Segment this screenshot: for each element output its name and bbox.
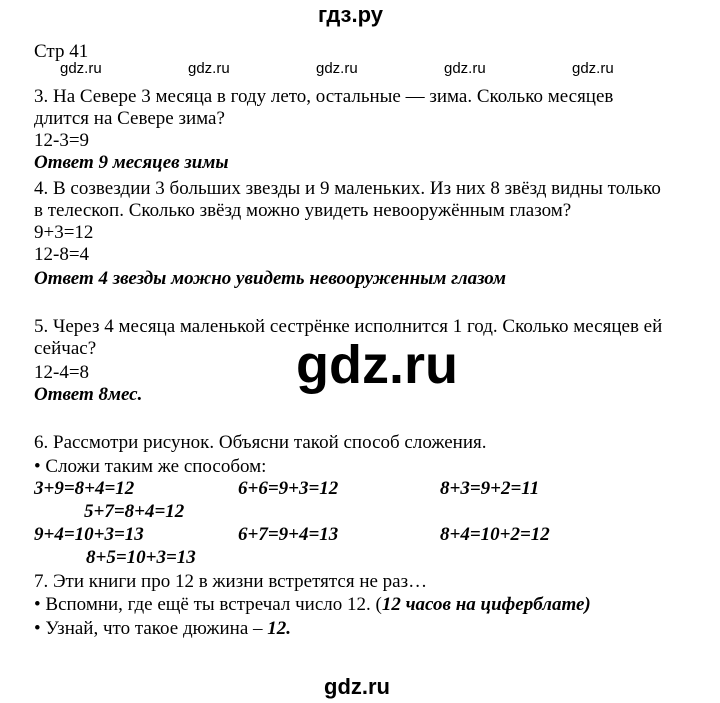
equation: 8+5=10+3=13: [86, 547, 196, 568]
equation: 8+3=9+2=11: [440, 478, 540, 499]
task3-answer: Ответ 9 месяцев зимы: [34, 152, 229, 173]
task6-line1: 6. Рассмотри рисунок. Объясни такой способ сложения.: [34, 432, 487, 453]
watermark-row-item: gdz.ru: [316, 60, 358, 77]
task6-line2: • Сложи таким же способом:: [34, 456, 267, 477]
watermark-row-item: gdz.ru: [60, 60, 102, 77]
task5-line2: сейчас?: [34, 338, 97, 359]
task3-calc: 12-3=9: [34, 130, 90, 151]
watermark-bottom: gdz.ru: [324, 674, 390, 699]
equation: 9+4=10+3=13: [34, 524, 144, 545]
task7-line3-text: • Узнай, что такое дюжина –: [34, 618, 268, 639]
task5-line1: 5. Через 4 месяца маленькой сестрёнке исполнится 1 год. Сколько месяцев ей: [34, 316, 663, 337]
task4-line1: 4. В созвездии 3 больших звезды и 9 маленьких. Из них 8 звёзд видны только: [34, 178, 661, 199]
task7-line1: 7. Эти книги про 12 в жизни встретятся не раз…: [34, 571, 428, 592]
equation: 3+9=8+4=12: [34, 478, 135, 499]
page-label: Стр 41: [34, 41, 89, 62]
watermark-row-item: gdz.ru: [188, 60, 230, 77]
watermark-center: gdz.ru: [296, 335, 458, 395]
task5-answer: Ответ 8мес.: [34, 384, 143, 405]
task7-line2-answer: 12 часов на циферблате): [381, 594, 591, 615]
task7-line3-answer: 12.: [267, 618, 292, 639]
equation: 6+6=9+3=12: [238, 478, 339, 499]
task3-line1: 3. На Севере 3 месяца в году лето, остальные — зима. Сколько месяцев: [34, 86, 614, 107]
equation: 5+7=8+4=12: [84, 501, 185, 522]
task4-calc1: 9+3=12: [34, 222, 94, 243]
equation: 6+7=9+4=13: [238, 524, 339, 545]
task7-line3: [34, 618, 291, 640]
watermark-row-item: gdz.ru: [444, 60, 486, 77]
task7-line2-text: • Вспомни, где ещё ты встречал число 12. (: [34, 594, 382, 615]
watermark-top: гдз.ру: [318, 2, 383, 27]
task4-answer: Ответ 4 звезды можно увидеть невооруженным глазом: [34, 268, 507, 289]
task3-line2: длится на Севере зима?: [34, 108, 225, 129]
equation: 8+4=10+2=12: [440, 524, 550, 545]
task4-line2: в телескоп. Сколько звёзд можно увидеть невооружённым глазом?: [34, 200, 572, 221]
task4-calc2: 12-8=4: [34, 244, 90, 265]
watermark-row-item: gdz.ru: [572, 60, 614, 77]
task5-calc: 12-4=8: [34, 362, 90, 383]
task7-line2: [34, 594, 591, 616]
